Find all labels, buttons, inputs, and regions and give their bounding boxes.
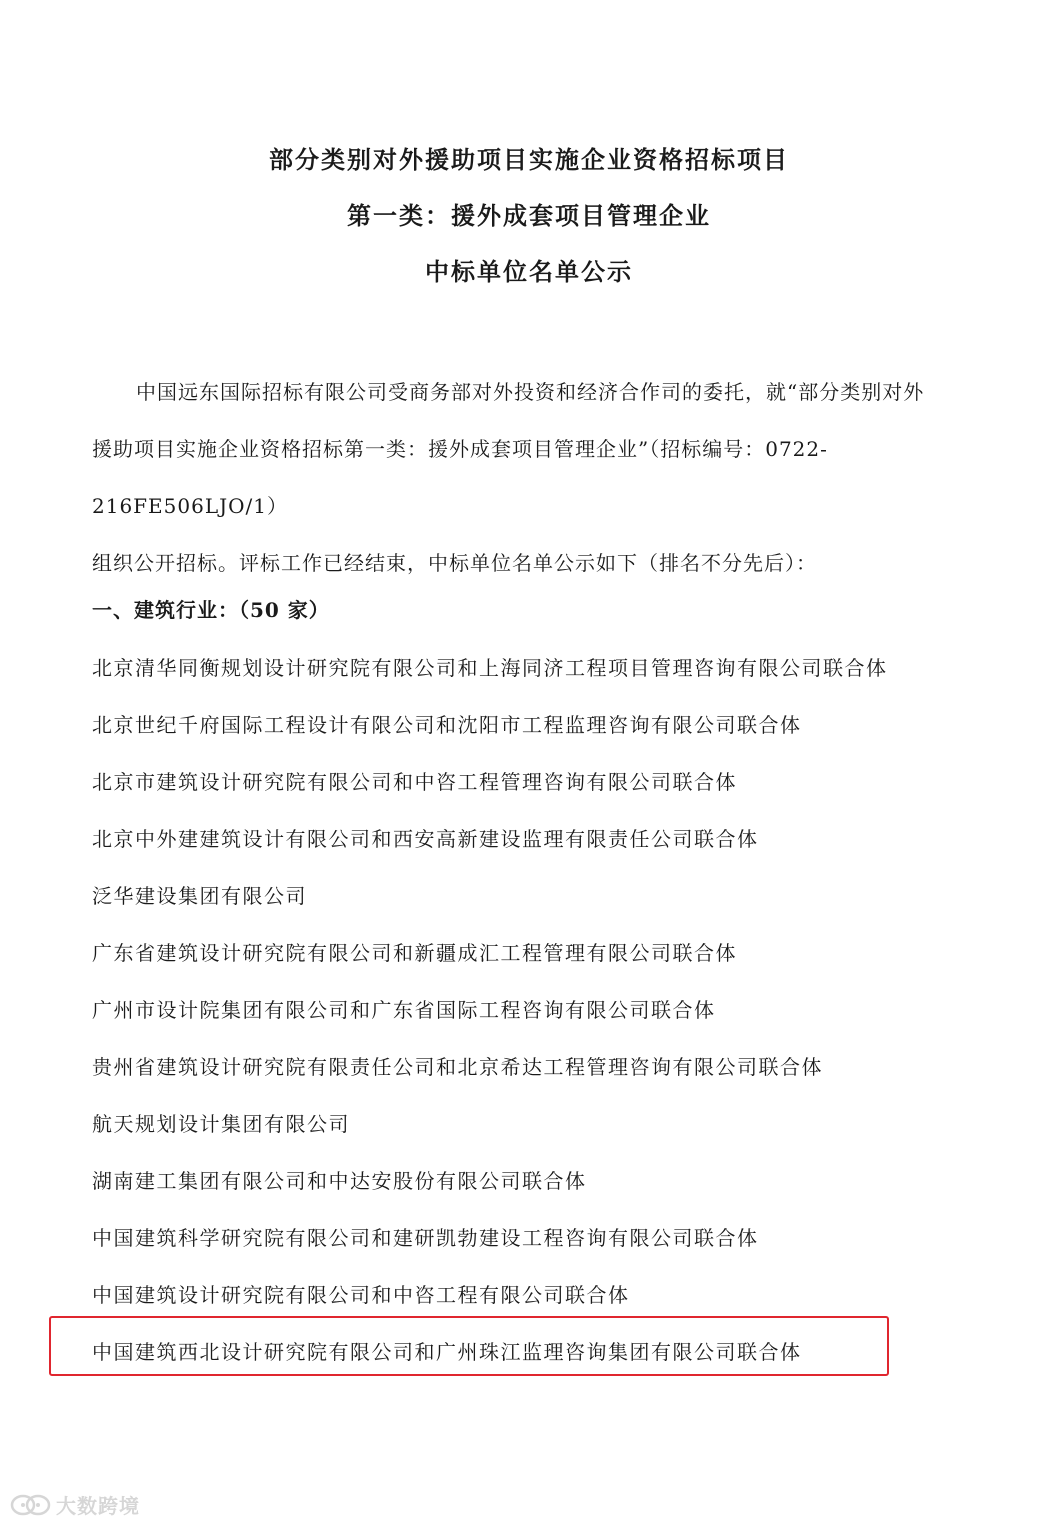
intro-line-2: 援助项目实施企业资格招标第一类：援外成套项目管理企业”（招标编号：0722-216FE506LJO/1） <box>92 437 828 518</box>
title-line-3: 中标单位名单公示 <box>425 257 633 286</box>
document-title <box>0 138 1058 306</box>
intro-line-1: 中国远东国际招标有限公司受商务部对外投资和经济合作司的委托，就“部分类别对外 <box>136 380 925 404</box>
list-item: 中国建筑科学研究院有限公司和建研凯勃建设工程咨询有限公司联合体 <box>92 1226 759 1250</box>
list-item: 贵州省建筑设计研究院有限责任公司和北京希达工程管理咨询有限公司联合体 <box>92 1055 823 1079</box>
list-item: 中国建筑设计研究院有限公司和中咨工程有限公司联合体 <box>92 1283 630 1307</box>
intro-line-3: 组织公开招标。评标工作已经结束，中标单位名单公示如下（排名不分先后）： <box>92 551 817 575</box>
list-item: 北京市建筑设计研究院有限公司和中咨工程管理咨询有限公司联合体 <box>92 770 737 794</box>
list-item: 湖南建工集团有限公司和中达安股份有限公司联合体 <box>92 1169 587 1193</box>
section-heading: 一、建筑行业：（50 家） <box>92 598 330 622</box>
watermark-text: 大数跨境 <box>56 1494 140 1518</box>
title-line-1: 部分类别对外援助项目实施企业资格招标项目 <box>269 145 789 174</box>
title-line-2: 第一类：援外成套项目管理企业 <box>347 201 711 230</box>
list-item: 北京中外建建筑设计有限公司和西安高新建设监理有限责任公司联合体 <box>92 827 759 851</box>
company-list <box>92 648 992 1389</box>
list-item: 航天规划设计集团有限公司 <box>92 1112 350 1136</box>
intro-paragraph <box>92 364 982 592</box>
chat-bubble-logo-icon <box>10 1493 52 1517</box>
list-item: 北京清华同衡规划设计研究院有限公司和上海同济工程项目管理咨询有限公司联合体 <box>92 656 888 680</box>
list-item-highlighted: 中国建筑西北设计研究院有限公司和广州珠江监理咨询集团有限公司联合体 <box>92 1340 802 1364</box>
list-item: 北京世纪千府国际工程设计有限公司和沈阳市工程监理咨询有限公司联合体 <box>92 713 802 737</box>
list-item: 泛华建设集团有限公司 <box>92 884 307 908</box>
watermark <box>10 1490 140 1519</box>
list-item: 广东省建筑设计研究院有限公司和新疆成汇工程管理有限公司联合体 <box>92 941 737 965</box>
highlight-box <box>49 1316 889 1376</box>
list-item: 广州市设计院集团有限公司和广东省国际工程咨询有限公司联合体 <box>92 998 716 1022</box>
